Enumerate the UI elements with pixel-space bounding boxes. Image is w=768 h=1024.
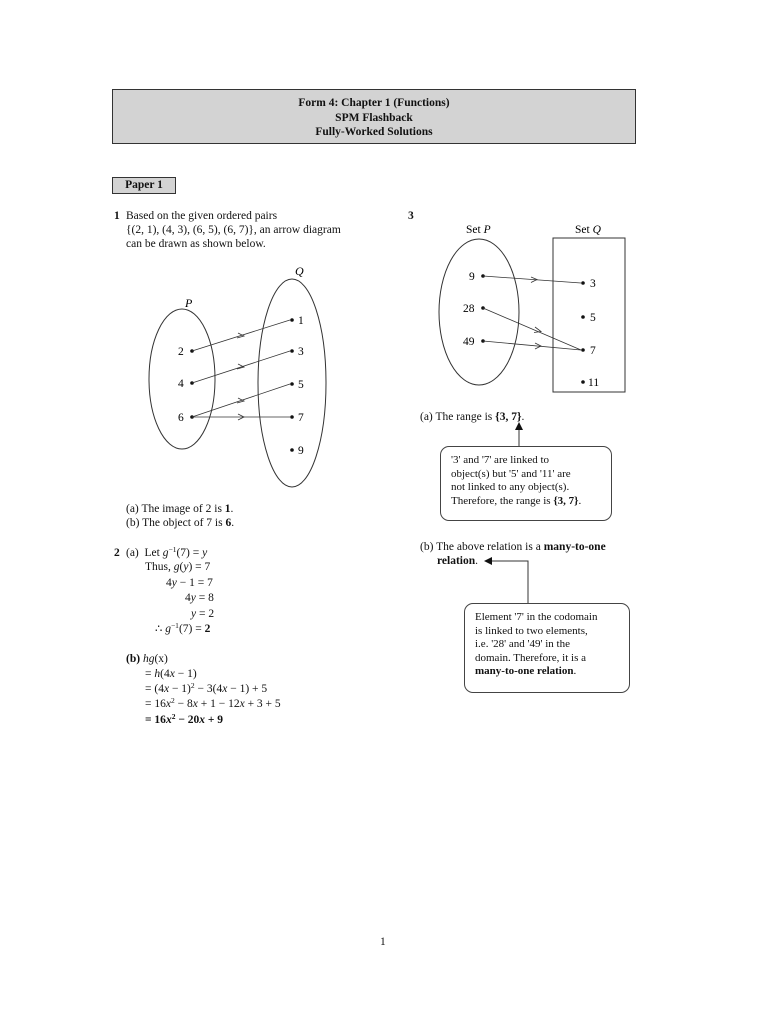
set-q-rectangle — [553, 238, 625, 392]
p-element-6: 6 — [178, 412, 184, 424]
q3b-answer-line-1: (b) The above relation is a many-to-one — [420, 541, 606, 553]
q-element-5: 5 — [298, 379, 304, 391]
callout-relation-explanation: Element '7' in the codomain is linked to two elements, i.e. '28' and '49' in the domain. Therefore, it is a many-to-one relation. — [464, 603, 630, 693]
p-element-4: 4 — [178, 378, 184, 390]
callout-range-explanation: '3' and '7' are linked to object(s) but '5' and '11' are not linked to any object(s). Therefore, the range is {3, 7}. — [440, 446, 612, 521]
q1-text-line-3: can be drawn as shown below. — [126, 238, 266, 250]
title-line-3: Fully-Worked Solutions — [315, 126, 433, 138]
q2a-line-2: Thus, g(y) = 7 — [145, 561, 211, 573]
q2b-line-3: = $16x^2 - 8x + 1 - 12x + 3 + 5$ — [145, 696, 281, 710]
p-element-49: 49 — [463, 336, 475, 348]
q-element-1: 1 — [298, 315, 304, 327]
q1-text-line-2: {(2, 1), (4, 3), (6, 5), (6, 7)}, an arrow diagram — [126, 224, 341, 236]
q2b-line-2: = $(4x - 1)^2 - 3(4x - 1) + 5$ — [145, 681, 268, 695]
q-element-5: 5 — [590, 312, 596, 324]
q1-number: 1 — [114, 210, 120, 222]
q1-text-line-1: Based on the given ordered pairs — [126, 210, 278, 222]
q-element-3: 3 — [590, 278, 596, 290]
q2b-line-4: = $16x^2 - 20x + 9$ — [145, 712, 224, 726]
q2a-line-6: ∴ $g^{-1}(7) = 2$ — [155, 621, 211, 635]
set-p-label: P — [185, 296, 193, 310]
q2b-line-1: = h(4x − 1) — [145, 668, 197, 680]
q-element-3: 3 — [298, 346, 304, 358]
callout-a-pointer — [512, 422, 526, 448]
q2a-line-5: y = 2 — [191, 608, 215, 620]
q3-number: 3 — [408, 210, 414, 222]
q2b-heading: (b) hg(x) — [126, 653, 168, 665]
q-element-7: 7 — [298, 412, 304, 424]
q-element-11: 11 — [588, 377, 600, 389]
set-q-label: Q — [295, 264, 304, 278]
q1b-answer: (b) The object of 7 is 6. — [126, 517, 235, 529]
set-p-ellipse — [439, 239, 519, 385]
q2a-line-3: 4y − 1 = 7 — [166, 577, 213, 589]
q3a-answer: (a) The range is {3, 7}. — [420, 411, 525, 423]
q2-number: 2 — [114, 547, 120, 559]
page-number: 1 — [380, 936, 386, 948]
q1a-answer: (a) The image of 2 is 1. — [126, 503, 234, 515]
paper-label: Paper 1 — [112, 177, 176, 194]
q2a-line-1: (a) Let $g^{-1}(7) = y$ — [126, 545, 208, 559]
title-line-2: SPM Flashback — [335, 111, 413, 124]
q3b-answer-line-2: relation. — [437, 555, 478, 567]
set-p-title: Set P — [466, 224, 491, 236]
title-line-1: Form 4: Chapter 1 (Functions) — [298, 97, 450, 109]
q-element-9: 9 — [298, 445, 304, 457]
p-element-28: 28 — [463, 303, 475, 315]
q2a-line-4: 4y = 8 — [185, 592, 214, 604]
title-box — [112, 89, 636, 144]
set-q-title: Set Q — [575, 224, 601, 236]
q-element-7: 7 — [590, 345, 596, 357]
q1-arrow-diagram — [140, 255, 370, 495]
p-element-2: 2 — [178, 346, 184, 358]
q3-arrow-diagram — [430, 218, 636, 404]
p-element-9: 9 — [469, 271, 475, 283]
